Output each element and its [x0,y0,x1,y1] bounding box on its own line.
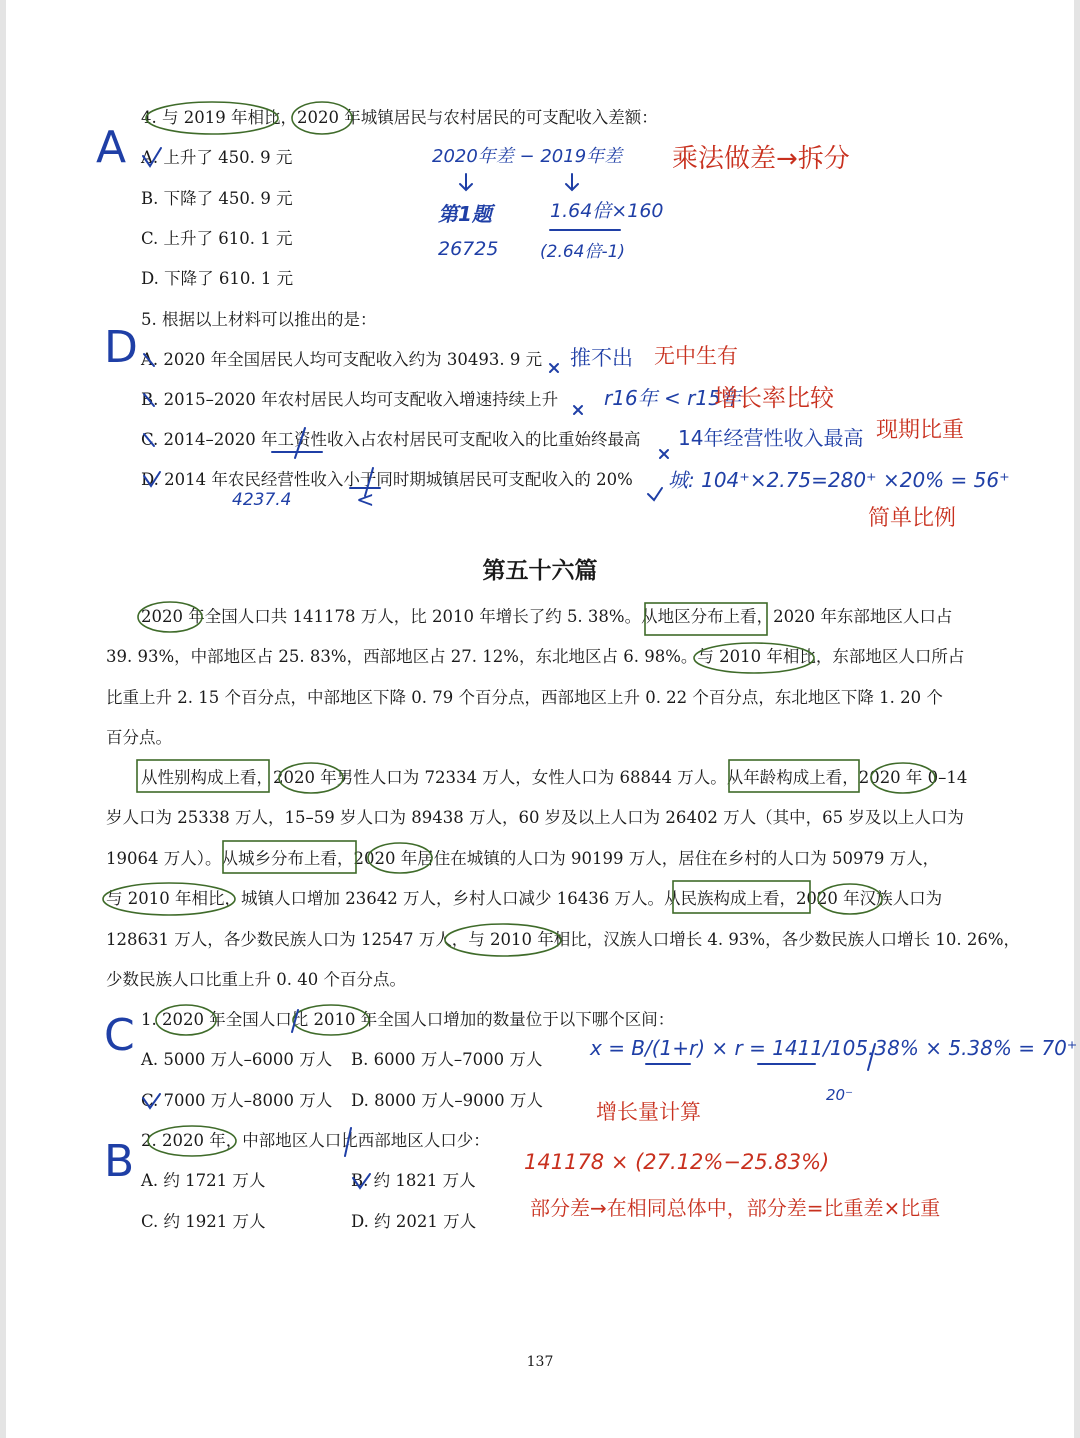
x-q5-c [660,450,668,458]
s2-option-b: B. 约 1821 万人 [351,1171,476,1190]
q4-note-3: 26725 [438,238,499,260]
q4-answer-letter: A [96,122,127,173]
passage-line-10: 少数民族人口比重上升 0. 40 个百分点。 [106,970,406,989]
q5-a-blue: 推不出 [570,346,633,370]
strike-s2 [345,1128,351,1156]
s2-option-c: C. 约 1921 万人 [141,1212,266,1231]
passage-line-5: 从性别构成上看，2020 年男性人口为 72334 万人，女性人口为 68844 万人。从年龄构成上看，2020 年 0–14 [141,768,968,787]
s1-option-d: D. 8000 万人–9000 万人 [351,1091,543,1110]
s2-option-a: A. 约 1721 万人 [141,1171,266,1190]
strike-s1 [292,1010,298,1032]
strike-q5-c [295,428,305,458]
q4-option-d: D. 下降了 610. 1 元 [141,269,294,288]
q5-option-a: A. 2020 年全国居民人均可支配收入约为 30493. 9 元 [141,350,543,369]
q4-option-a: A. 上升了 450. 9 元 [141,148,293,167]
s1-red-note: 增长量计算 [596,1100,701,1124]
section-title: 第五十六篇 [482,557,598,584]
s1-sub-note: 20⁻ [826,1086,854,1104]
q4-note-2: 第1题 [438,202,492,226]
q4-option-c: C. 上升了 610. 1 元 [141,229,293,248]
arrow-q4-2 [566,174,578,190]
q5-d-lt-sign: < [356,488,375,513]
q4-note-4: 1.64倍×160 [550,200,664,222]
q5-d-blue: 城: 104⁺×2.75=280⁺ ×20% = 56⁺ [668,468,1010,492]
passage-line-8: 与 2010 年相比，城镇人口增加 23642 万人，乡村人口减少 16436 万人。从民族构成上看，2020 年汉族人口为 [106,889,943,908]
s2-option-d: D. 约 2021 万人 [351,1212,477,1231]
s1-answer-letter: C [104,1010,135,1061]
passage-line-4: 百分点。 [106,728,172,747]
s2-red-note: 部分差→在相同总体中，部分差=比重差×比重 [530,1196,941,1220]
s1-option-a: A. 5000 万人–6000 万人 [141,1050,333,1069]
x-q5-b [574,406,582,414]
check-s1-c [143,1094,160,1108]
q5-option-c: C. 2014–2020 年工资性收入占农村居民可支配收入的比重始终最高 [141,430,641,449]
check-q4-a [143,148,161,166]
s1-option-b: B. 6000 万人–7000 万人 [351,1050,543,1069]
q4-note-1: 2020年差 − 2019年差 [432,146,623,167]
x-q5-a [550,364,558,372]
q4-red-note: 乘法做差→拆分 [672,144,850,174]
arrow-q4-1 [460,174,472,190]
passage-line-2: 39. 93%，中部地区占 25. 83%，西部地区占 27. 12%，东北地区占 6. 98%。与 2010 年相比，东部地区人口所占 [106,647,965,666]
s1-stem: 1. 2020 年全国人口比 2010 年全国人口增加的数量位于以下哪个区间： [141,1010,675,1029]
s1-formula: x = B/(1+r) × r = 1411/105.38% × 5.38% = 70⁺ [590,1036,1078,1060]
q5-c-red: 现期比重 [876,418,965,443]
q5-b-blue: r16年 < r15年 [604,386,741,410]
s2-formula: 141178 × (27.12%−25.83%) [524,1150,830,1174]
slash-q5-c [144,434,154,446]
passage-line-1: 2020 年全国人口共 141178 万人，比 2010 年增长了约 5. 38%。从地区分布上看，2020 年东部地区人口占 [141,607,953,626]
q5-d-red: 简单比例 [868,506,957,531]
slash-q5-a [144,354,154,366]
check-s2-b [353,1174,370,1188]
passage-line-6: 岁人口为 25338 万人，15–59 岁人口为 89438 万人，60 岁及以上人口为 26402 万人（其中，65 岁及以上人口为 [106,808,964,827]
passage-line-9: 128631 万人，各少数民族人口为 12547 万人，与 2010 年相比，汉族人口增长 4. 93%，各少数民族人口增长 10. 26%， [106,930,1021,949]
q5-d-under-number: 4237.4 [232,490,292,510]
q4-stem: 4. 与 2019 年相比，2020 年城镇居民与农村居民的可支配收入差额： [141,108,658,127]
q5-option-b: B. 2015–2020 年农村居民人均可支配收入增速持续上升 [141,390,559,409]
q5-c-blue: 14年经营性收入最高 [678,426,864,450]
q5-answer-letter: D [104,322,138,373]
q4-note-5: (2.64倍-1) [540,242,626,262]
q5-stem: 5. 根据以上材料可以推出的是： [141,310,377,329]
slash-q5-b [144,394,154,406]
q5-option-d: D. 2014 年农民经营性收入小于同时期城镇居民可支配收入的 20% [141,470,633,489]
s2-answer-letter: B [104,1136,135,1187]
s1-option-c: C. 7000 万人–8000 万人 [141,1091,333,1110]
check-q5-d-end [648,488,662,500]
check-q5-d [144,472,160,486]
page-number: 137 [526,1354,554,1370]
q5-b-red: 增长率比较 [714,384,834,412]
q5-a-red: 无中生有 [654,344,738,368]
passage-line-3: 比重上升 2. 15 个百分点，中部地区下降 0. 79 个百分点，西部地区上升 0. 22 个百分点，东北地区下降 1. 20 个 [106,688,943,707]
s2-stem: 2. 2020 年，中部地区人口比西部地区人口少： [141,1131,490,1150]
passage-line-7: 19064 万人）。从城乡分布上看，2020 年居住在城镇的人口为 90199 万人，居住在乡村的人口为 50979 万人， [106,849,940,868]
q4-option-b: B. 下降了 450. 9 元 [141,189,293,208]
